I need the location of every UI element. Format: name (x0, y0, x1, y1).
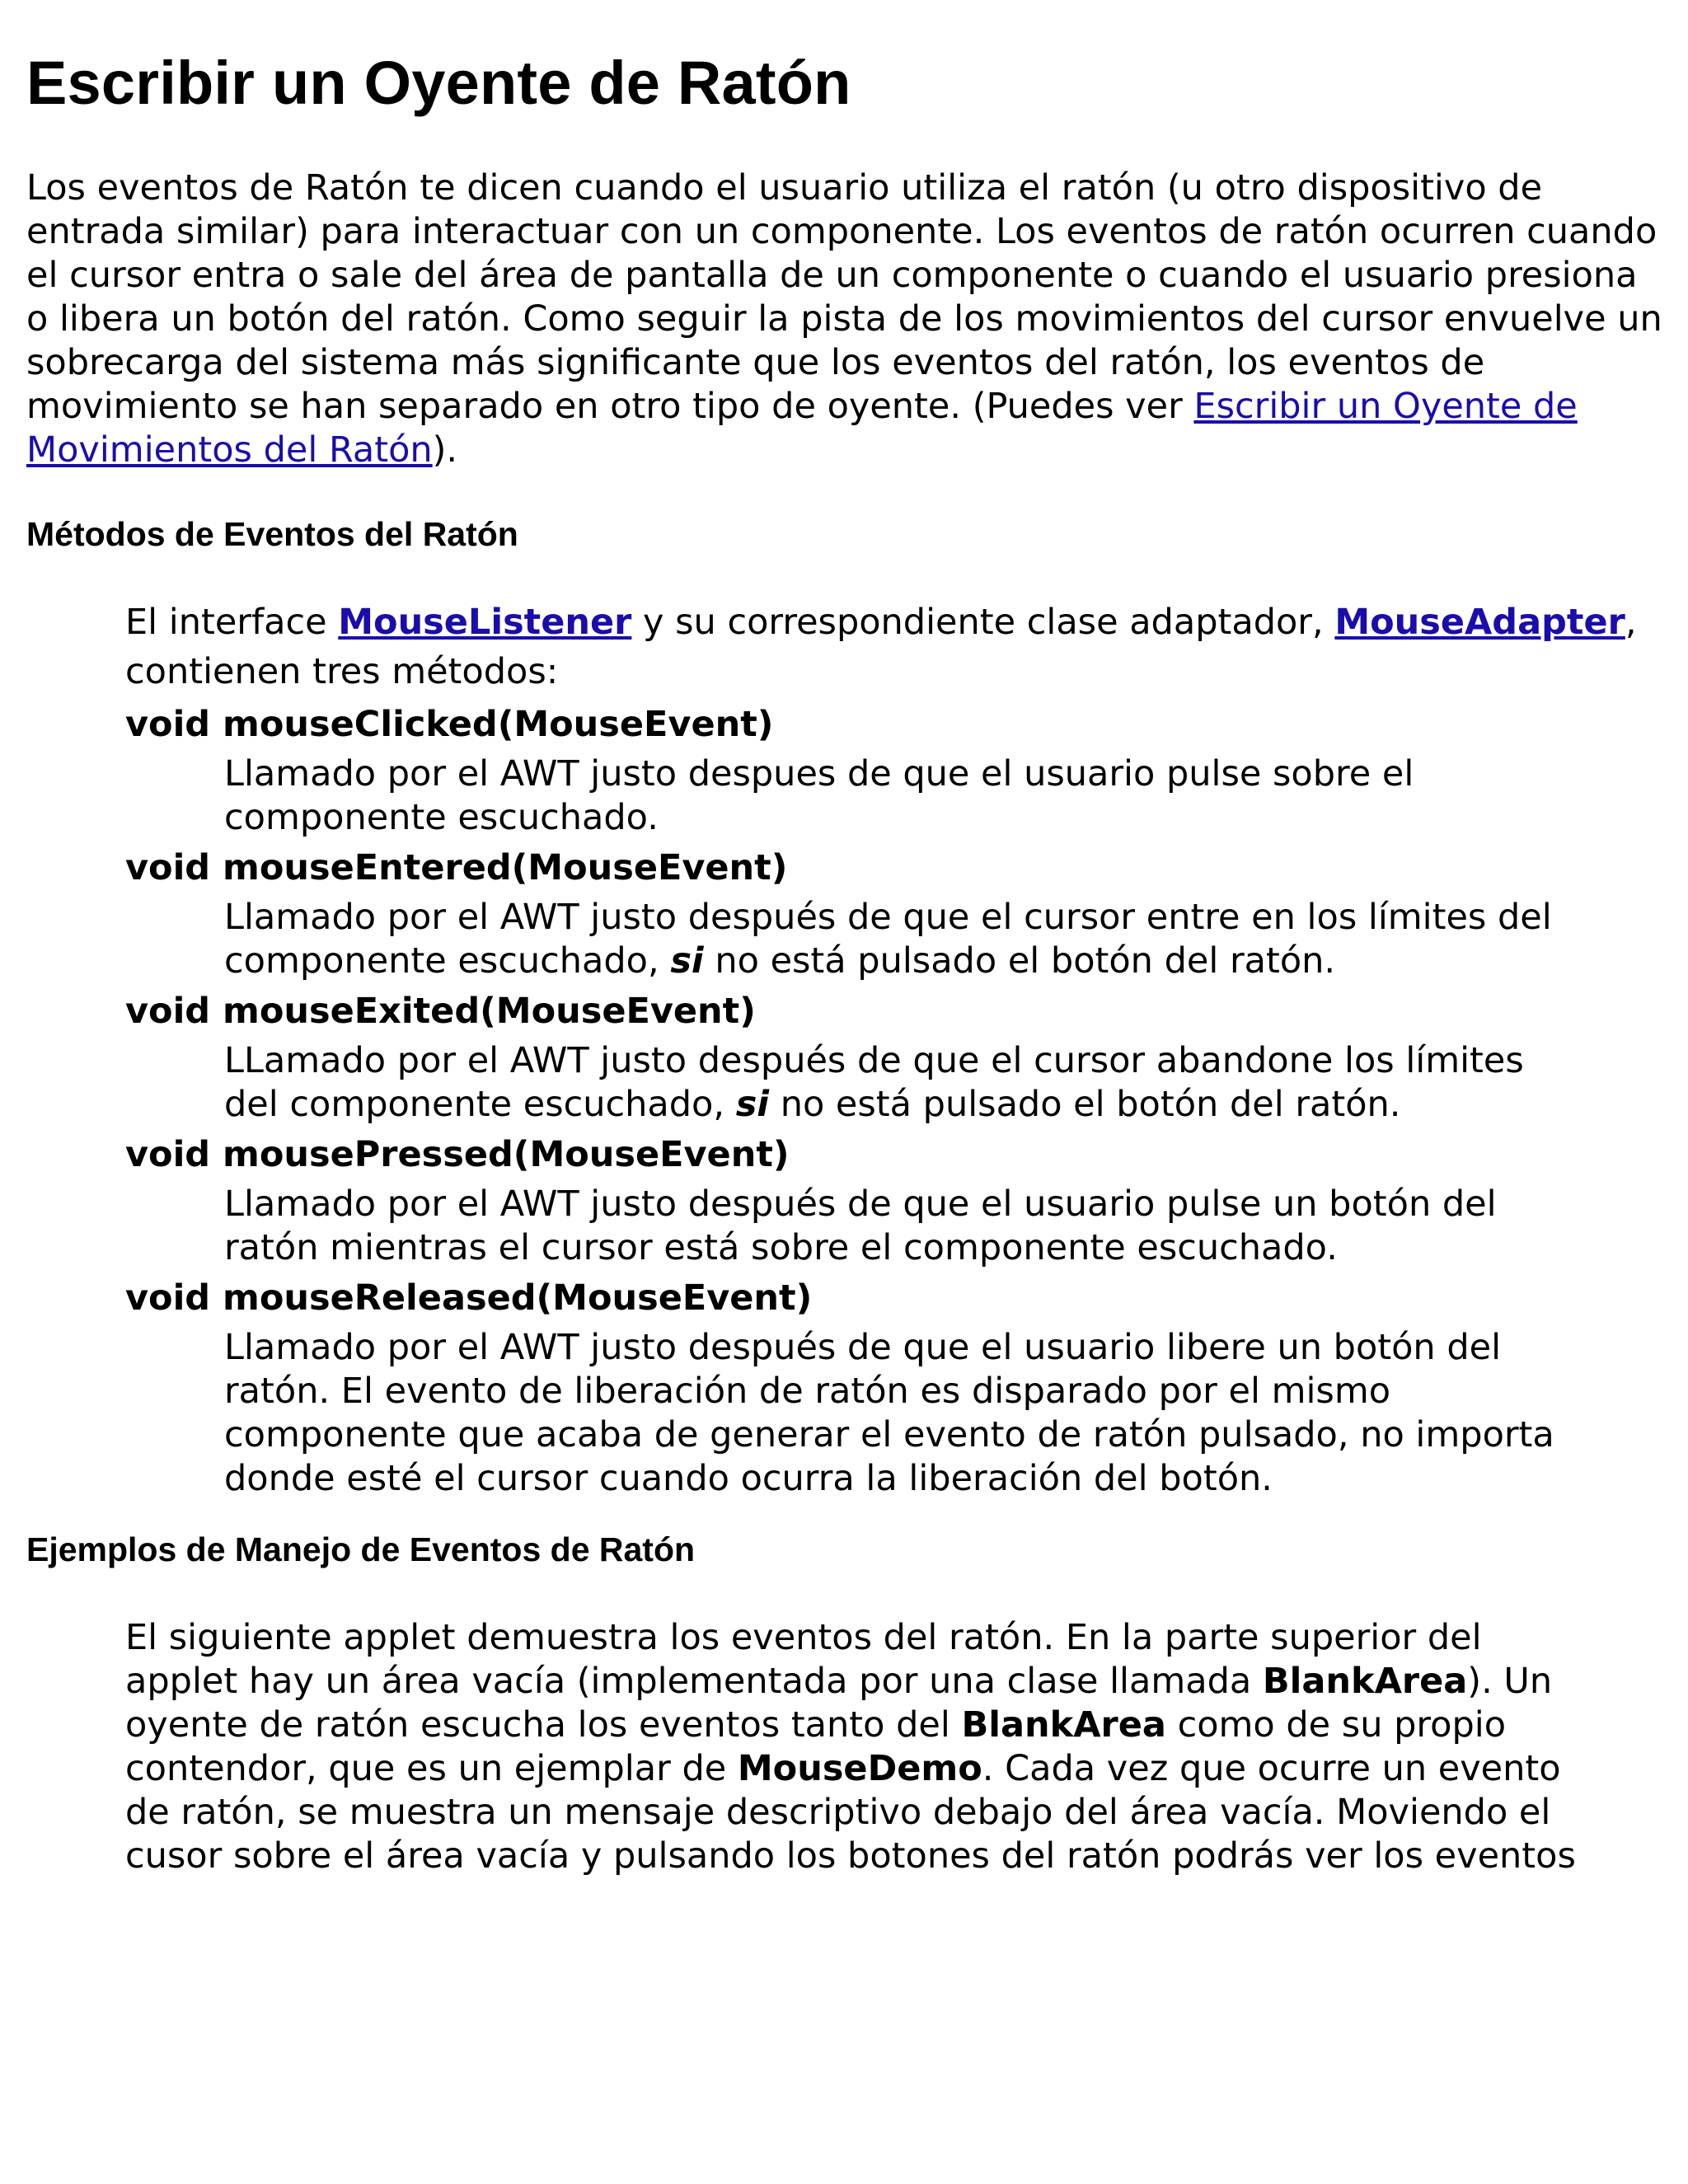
method-signature-mouseentered: void mouseEntered(MouseEvent) (125, 847, 788, 888)
methods-intro-mid: y su correspondiente clase adaptador, (631, 602, 1335, 643)
methods-intro-pre: El interface (125, 602, 339, 643)
methods-heading: Métodos de Eventos del Ratón (26, 515, 518, 553)
page-title: Escribir un Oyente de Ratón (26, 49, 851, 117)
emphasis-si: si (735, 1084, 770, 1125)
examples-paragraph (125, 1616, 1576, 1878)
class-name-mousedemo: MouseDemo (737, 1748, 982, 1789)
method-signature-mouseexited: void mouseExited(MouseEvent) (125, 991, 756, 1032)
intro-paragraph (26, 166, 1667, 472)
method-signature-mousereleased: void mouseReleased(MouseEvent) (125, 1277, 813, 1319)
examples-section (125, 1616, 1667, 1878)
method-signature-mousepressed: void mousePressed(MouseEvent) (125, 1134, 790, 1175)
class-name-blankarea: BlankArea (1262, 1661, 1468, 1702)
examples-text: El siguiente applet demuestra los eventos del ratón. En la parte superior del applet hay un área vacía (implementada por una clase llamada (125, 1617, 1482, 1702)
examples-text: ). Un oyente de ratón escucha los eventos tanto del (125, 1661, 1553, 1746)
method-desc-text: Llamado por el AWT justo después de que el cursor entre en los límites del componente escuchado, (224, 897, 1552, 982)
method-desc-mouseentered (224, 896, 1576, 983)
method-desc-mouseexited (224, 1039, 1576, 1127)
method-desc-mousepressed: Llamado por el AWT justo después de que el usuario pulse un botón del ratón mientras el cursor está sobre el componente escuchado. (224, 1183, 1497, 1268)
methods-intro-post: , contienen tres métodos: (125, 602, 1637, 692)
emphasis-si: si (670, 940, 704, 982)
method-desc-text: no está pulsado el botón del ratón. (769, 1084, 1401, 1125)
intro-text: Los eventos de Ratón te dicen cuando el usuario utiliza el ratón (u otro dispositivo de entrada similar) para interactuar con un componente. Los eventos de ratón ocurren cuando el cursor entra o sale del área de pantalla de un componente o cuando el usuario presiona o libera un botón del ratón. Como seguir la pista de los movimientos del cursor envuelve un sobrecarga del sistema más significante que los eventos del ratón, los eventos de movimiento se han separado en otro tipo de oyente. (Puedes ver (26, 167, 1662, 427)
examples-text: como de su propio contendor, que es un ejemplar de (125, 1704, 1507, 1789)
intro-after: ). (432, 429, 458, 471)
methods-intro (125, 598, 1667, 696)
mouse-motion-listener-link[interactable]: Escribir un Oyente de Movimientos del Ratón (26, 386, 1578, 471)
method-desc-mousereleased: Llamado por el AWT justo después de que el usuario libere un botón del ratón. El evento de liberación de ratón es disparado por el mismo componente que acaba de generar el evento de ratón pulsado, no importa donde esté el cursor cuando ocurra la liberación del botón. (224, 1327, 1554, 1499)
method-desc-mouseclicked: Llamado por el AWT justo despues de que el usuario pulse sobre el componente escuchado. (224, 753, 1414, 838)
method-signature-mouseclicked: void mouseClicked(MouseEvent) (125, 704, 774, 745)
examples-text: . Cada vez que ocurre un evento de ratón, se muestra un mensaje descriptivo debajo del área vacía. Moviendo el cusor sobre el área vacía y pulsando los botones del ratón podrás ver los eventos (125, 1748, 1576, 1877)
mouseadapter-link[interactable]: MouseAdapter (1334, 602, 1625, 643)
mouselistener-link[interactable]: MouseListener (338, 602, 632, 643)
document-page (26, 46, 1667, 1878)
method-desc-text: no está pulsado el botón del ratón. (703, 940, 1336, 982)
methods-section (125, 598, 1667, 1501)
examples-heading: Ejemplos de Manejo de Eventos de Ratón (26, 1530, 696, 1568)
method-desc-text: LLamado por el AWT justo después de que el cursor abandone los límites del componente escuchado, (224, 1040, 1524, 1125)
class-name-blankarea: BlankArea (961, 1704, 1166, 1746)
